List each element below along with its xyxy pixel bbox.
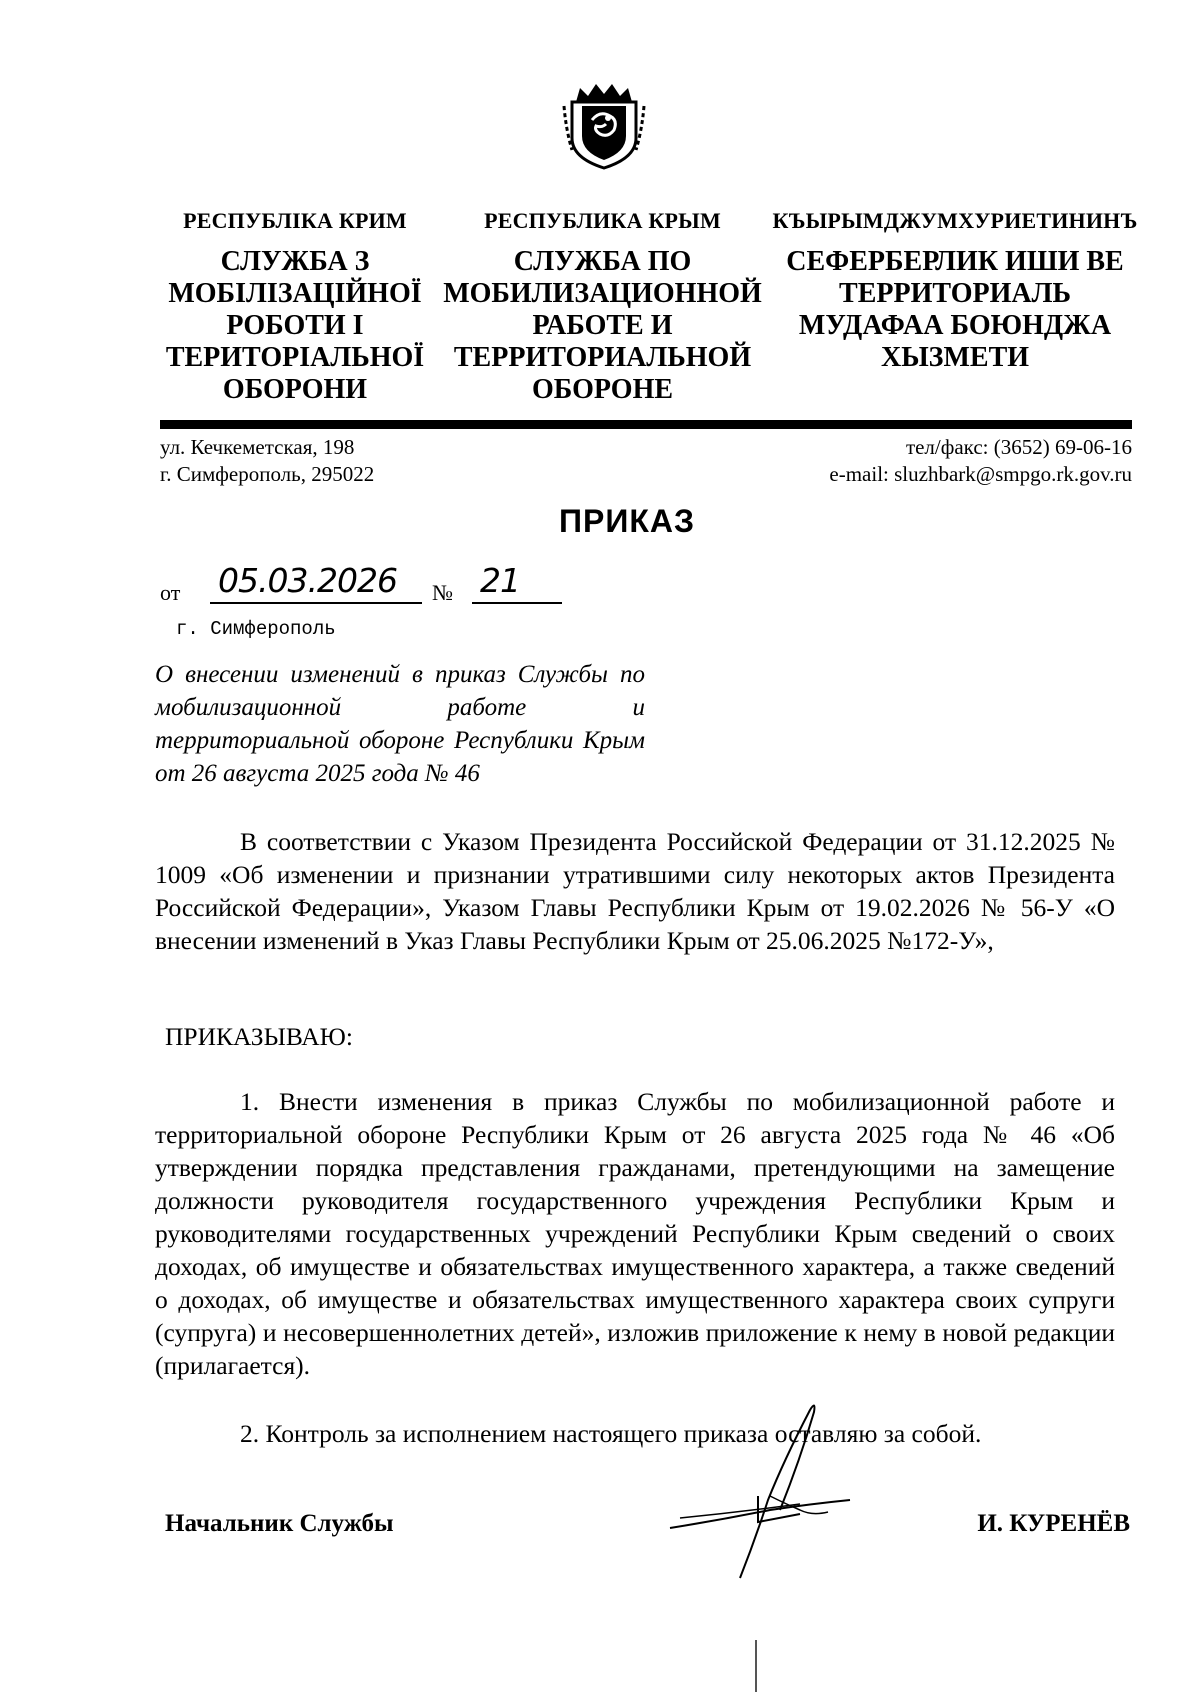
order-number-value: 21 bbox=[480, 561, 520, 600]
order-subject: О внесении изменений в приказ Службы по мобилизационной работе и территориальной обороне Республики Крым от 26 августа 2025 года № 46 bbox=[155, 661, 645, 787]
contact-email: e-mail: sluzhbark@smpgo.rk.gov.ru bbox=[829, 462, 1132, 486]
order-city: г. Симферополь bbox=[176, 618, 336, 640]
order-date bbox=[210, 561, 422, 606]
body-item-2: 2. Контроль за исполнением настоящего приказа оставляю за собой. bbox=[240, 1419, 982, 1448]
crimea-coat-of-arms-icon bbox=[562, 80, 646, 172]
republic-name-crimean-tatar: КЪЫРЫМДЖУМХУРИЕТИНИНЪ bbox=[772, 208, 1138, 233]
order-meta bbox=[160, 561, 660, 616]
service-name-ukrainian: СЛУЖБА З МОБІЛІЗАЦІЙНОЇ РОБОТИ І ТЕРИТОРІАЛЬНОЇ ОБОРОНИ bbox=[165, 246, 425, 405]
service-name-crimean-tatar: СЕФЕРБЕРЛИК ИШИ ВЕ ТЕРРИТОРИАЛЬ МУДАФАА БОЮНДЖА ХЫЗМЕТИ bbox=[786, 246, 1124, 373]
order-date-value: 05.03.2026 bbox=[218, 561, 397, 600]
address-street: ул. Кечкеметская, 198 bbox=[160, 435, 355, 459]
contact-phone: тел/факс: (3652) 69-06-16 bbox=[905, 435, 1132, 459]
republic-name-ukrainian: РЕСПУБЛІКА КРИМ bbox=[183, 208, 407, 233]
order-number-underline bbox=[472, 602, 562, 604]
header-column-crimean-tatar bbox=[770, 208, 1140, 374]
address-city: г. Симферополь, 295022 bbox=[160, 462, 375, 486]
body-item-1: 1. Внести изменения в приказ Службы по мобилизационной работе и территориальной обороне Республики Крым от 26 августа 2025 года № 46 «Об утверждении порядка представления гражданами, претендующими на замещение должности руководителя государственного учреждения Республики Крым и руководителями государственных учреждений Республики Крым сведений о своих доходах, об имуществе и обязательствах имущественного характера, а также сведений о доходах, об имуществе и обязательствах имущественного характера своих супруги (супруга) и несовершеннолетних детей», изложив приложение к нему в новой редакции (прилагается). bbox=[155, 1087, 1115, 1380]
order-date-underline bbox=[210, 602, 422, 604]
header-column-ukrainian bbox=[160, 208, 430, 406]
postal-address bbox=[160, 434, 374, 488]
order-number-label: № bbox=[432, 580, 453, 605]
order-from-label: от bbox=[160, 580, 181, 605]
contact-info bbox=[829, 434, 1132, 488]
handwritten-signature bbox=[660, 1400, 860, 1580]
body-order-word: ПРИКАЗЫВАЮ: bbox=[165, 1022, 353, 1051]
document-title: ПРИКАЗ bbox=[558, 503, 696, 539]
body-preamble: В соответствии с Указом Президента Российской Федерации от 31.12.2025 № 1009 «Об изменении и признании утратившими силу некоторых актов Президента Российской Федерации», Указом Главы Республики Крым от 19.02.2026 № 56-У «О внесении изменений в Указ Главы Республики Крым от 25.06.2025 №172-У», bbox=[155, 827, 1115, 955]
header-divider bbox=[160, 420, 1132, 429]
header-column-russian bbox=[440, 208, 765, 406]
scan-artifact-line bbox=[755, 1640, 757, 1692]
signatory-position: Начальник Службы bbox=[165, 1510, 394, 1537]
service-name-russian: СЛУЖБА ПО МОБИЛИЗАЦИОННОЙ РАБОТЕ И ТЕРРИТОРИАЛЬНОЙ ОБОРОНЕ bbox=[443, 246, 762, 405]
republic-name-russian: РЕСПУБЛИКА КРЫМ bbox=[484, 208, 721, 233]
order-number bbox=[472, 561, 562, 606]
signatory-name: И. КУРЕНЁВ bbox=[977, 1510, 1130, 1537]
